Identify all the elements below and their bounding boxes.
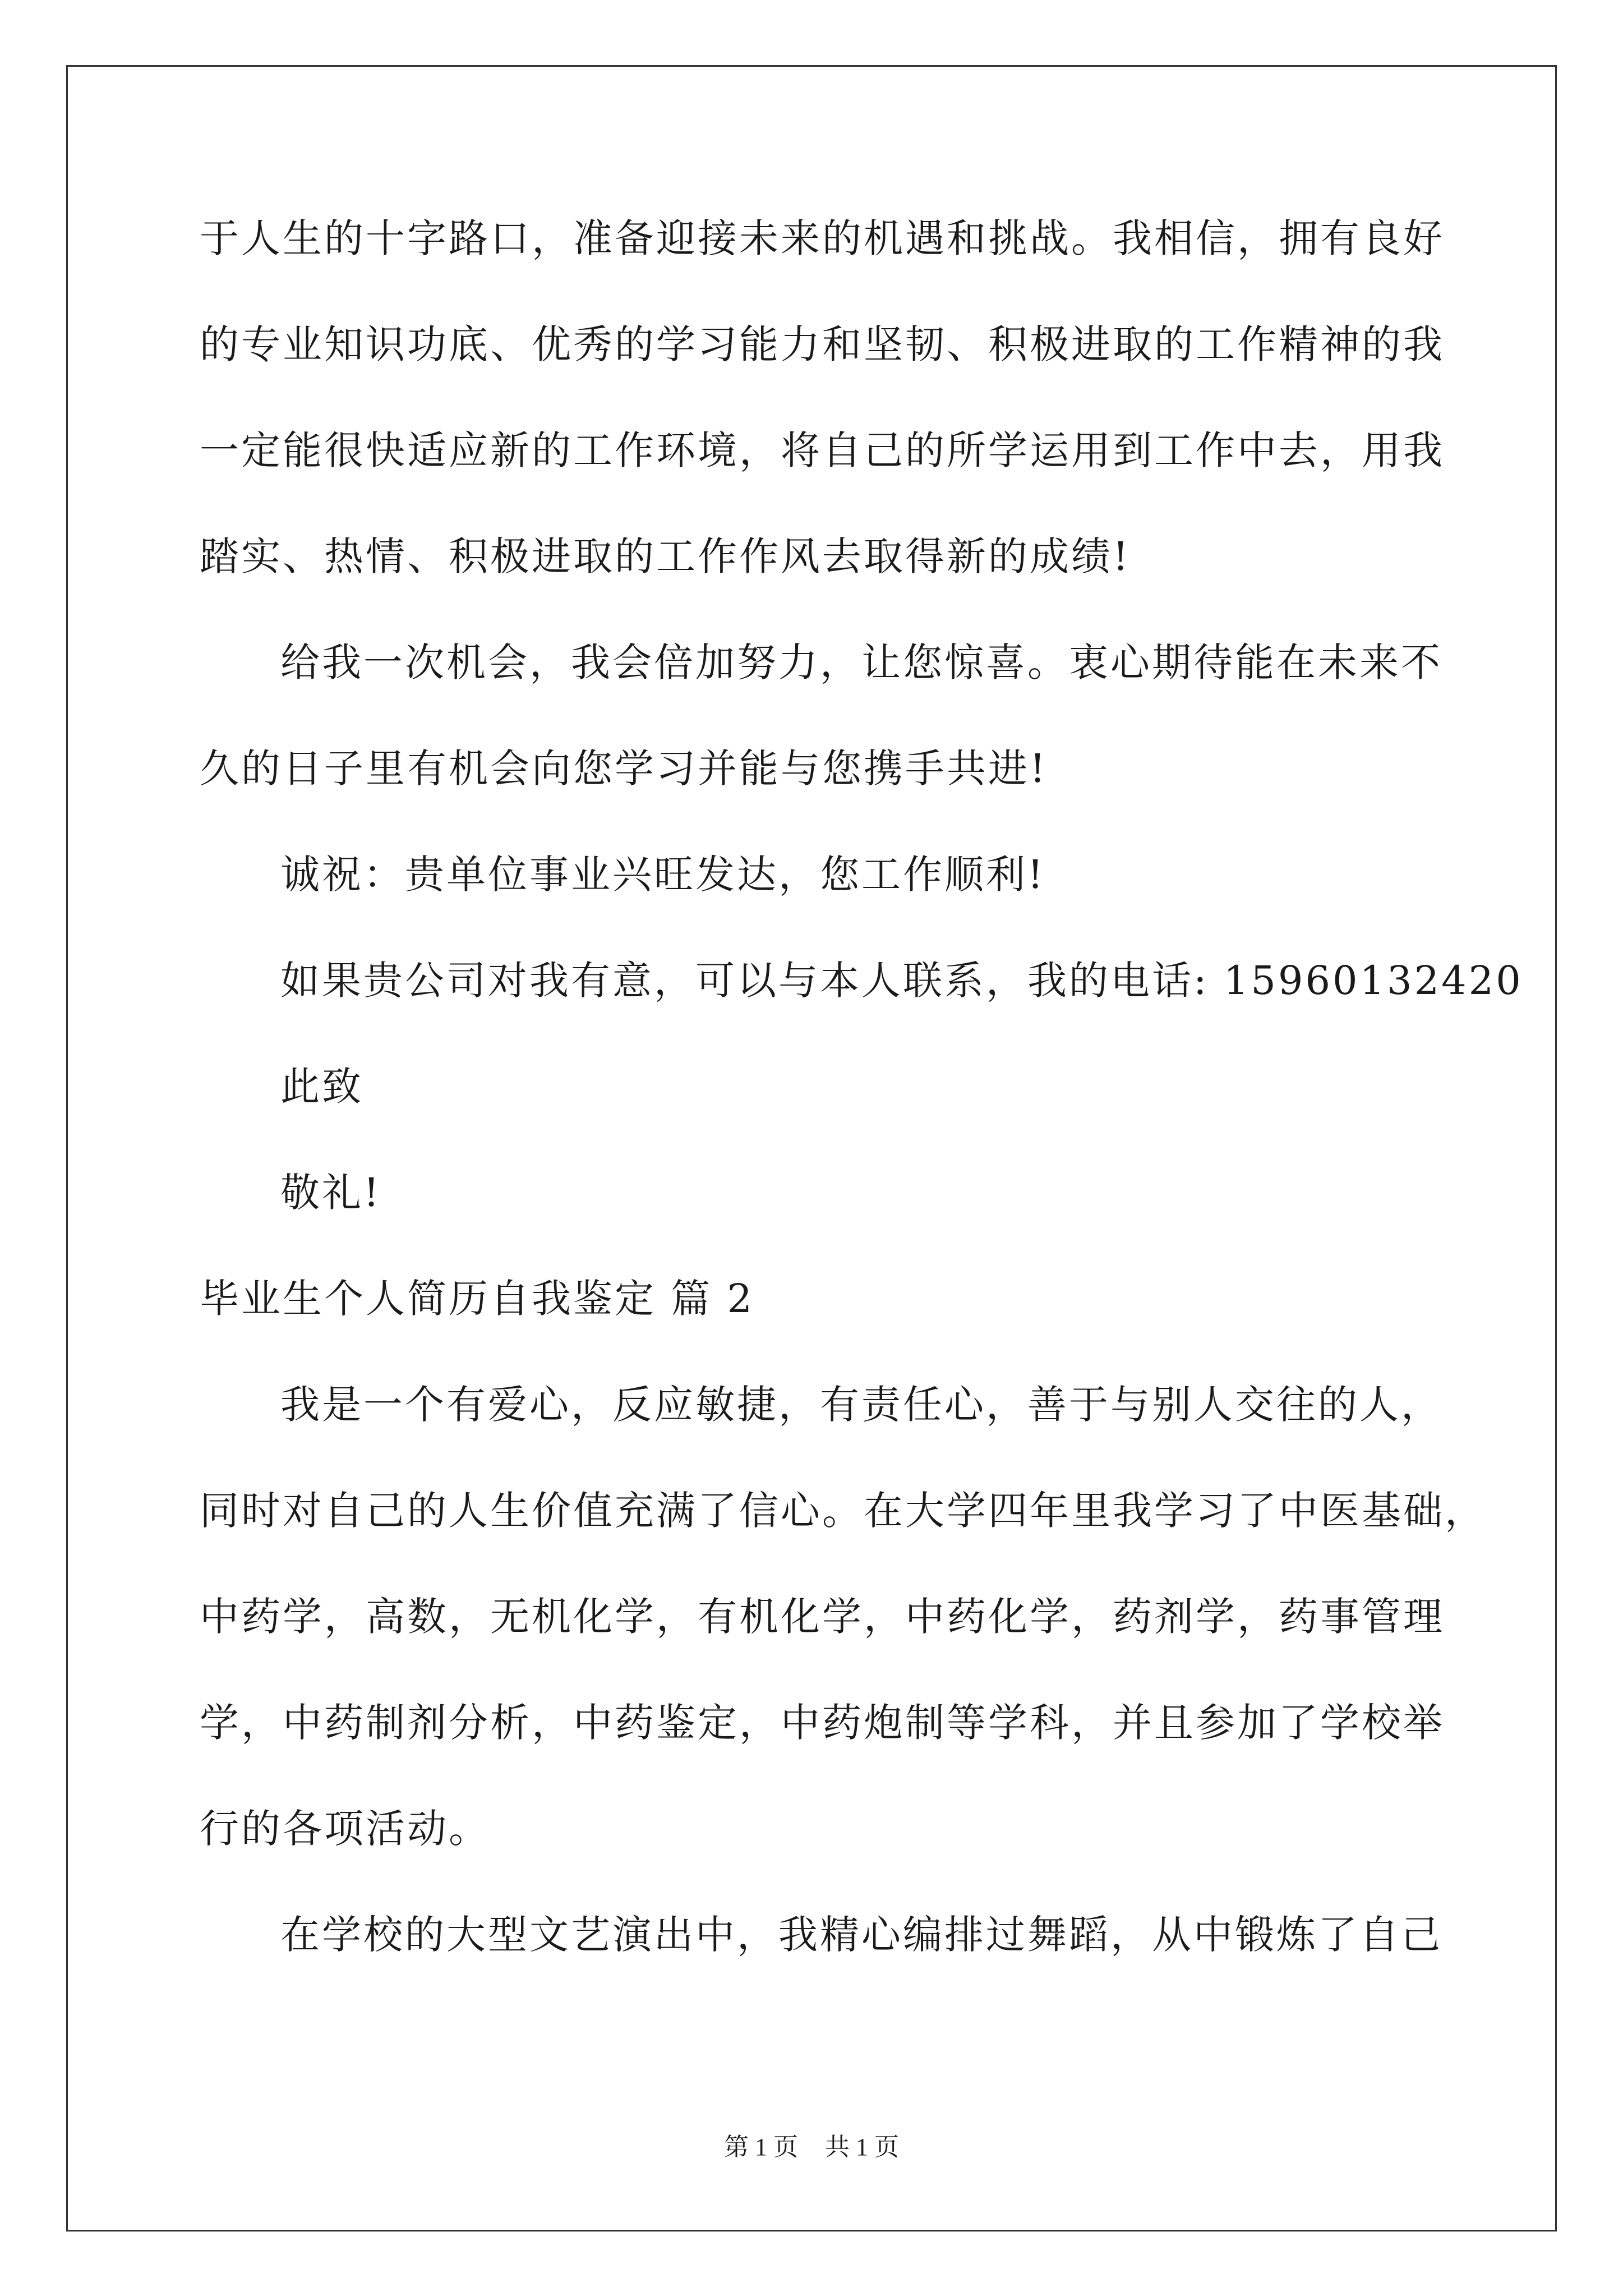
paragraph-line: 在学校的大型文艺演出中，我精心编排过舞蹈，从中锻炼了自己 [280, 1912, 1442, 1958]
paragraph-line: 学，中药制剂分析，中药鉴定，中药炮制等学科，并且参加了学校举 [200, 1700, 1445, 1746]
salutation-line: 敬礼! [280, 1170, 382, 1216]
paragraph-line: 给我一次机会，我会倍加努力，让您惊喜。衷心期待能在未来不 [280, 639, 1442, 685]
page-border [66, 65, 1557, 2231]
paragraph-line: 久的日子里有机会向您学习并能与您携手共进! [200, 746, 1048, 792]
page-footer [0, 2131, 1623, 2164]
paragraph-line: 同时对自己的人生价值充满了信心。在大学四年里我学习了中医基础， [200, 1488, 1486, 1534]
paragraph-line: 的专业知识功底、优秀的学习能力和坚韧、积极进取的工作精神的我 [200, 321, 1445, 367]
closing-wish: 诚祝：贵单位事业兴旺发达，您工作顺利! [280, 852, 1046, 898]
paragraph-line: 行的各项活动。 [200, 1806, 490, 1852]
page-number: 第 1 页 [724, 2133, 798, 2161]
page-total: 共 1 页 [825, 2133, 899, 2161]
paragraph-line: 中药学，高数，无机化学，有机化学，中药化学，药剂学，药事管理 [200, 1594, 1445, 1640]
paragraph-line: 踏实、热情、积极进取的工作作风去取得新的成绩! [200, 533, 1131, 579]
paragraph-line: 我是一个有爱心，反应敏捷，有责任心，善于与别人交往的人， [280, 1382, 1442, 1428]
section-heading: 毕业生个人简历自我鉴定 篇 2 [200, 1276, 755, 1322]
paragraph-line: 一定能很快适应新的工作环境，将自己的所学运用到工作中去，用我 [200, 427, 1445, 473]
contact-line: 如果贵公司对我有意，可以与本人联系，我的电话: 15960132420 [280, 958, 1523, 1004]
salutation-line: 此致 [280, 1064, 363, 1110]
paragraph-line: 于人生的十字路口，准备迎接未来的机遇和挑战。我相信，拥有良好 [200, 215, 1445, 261]
